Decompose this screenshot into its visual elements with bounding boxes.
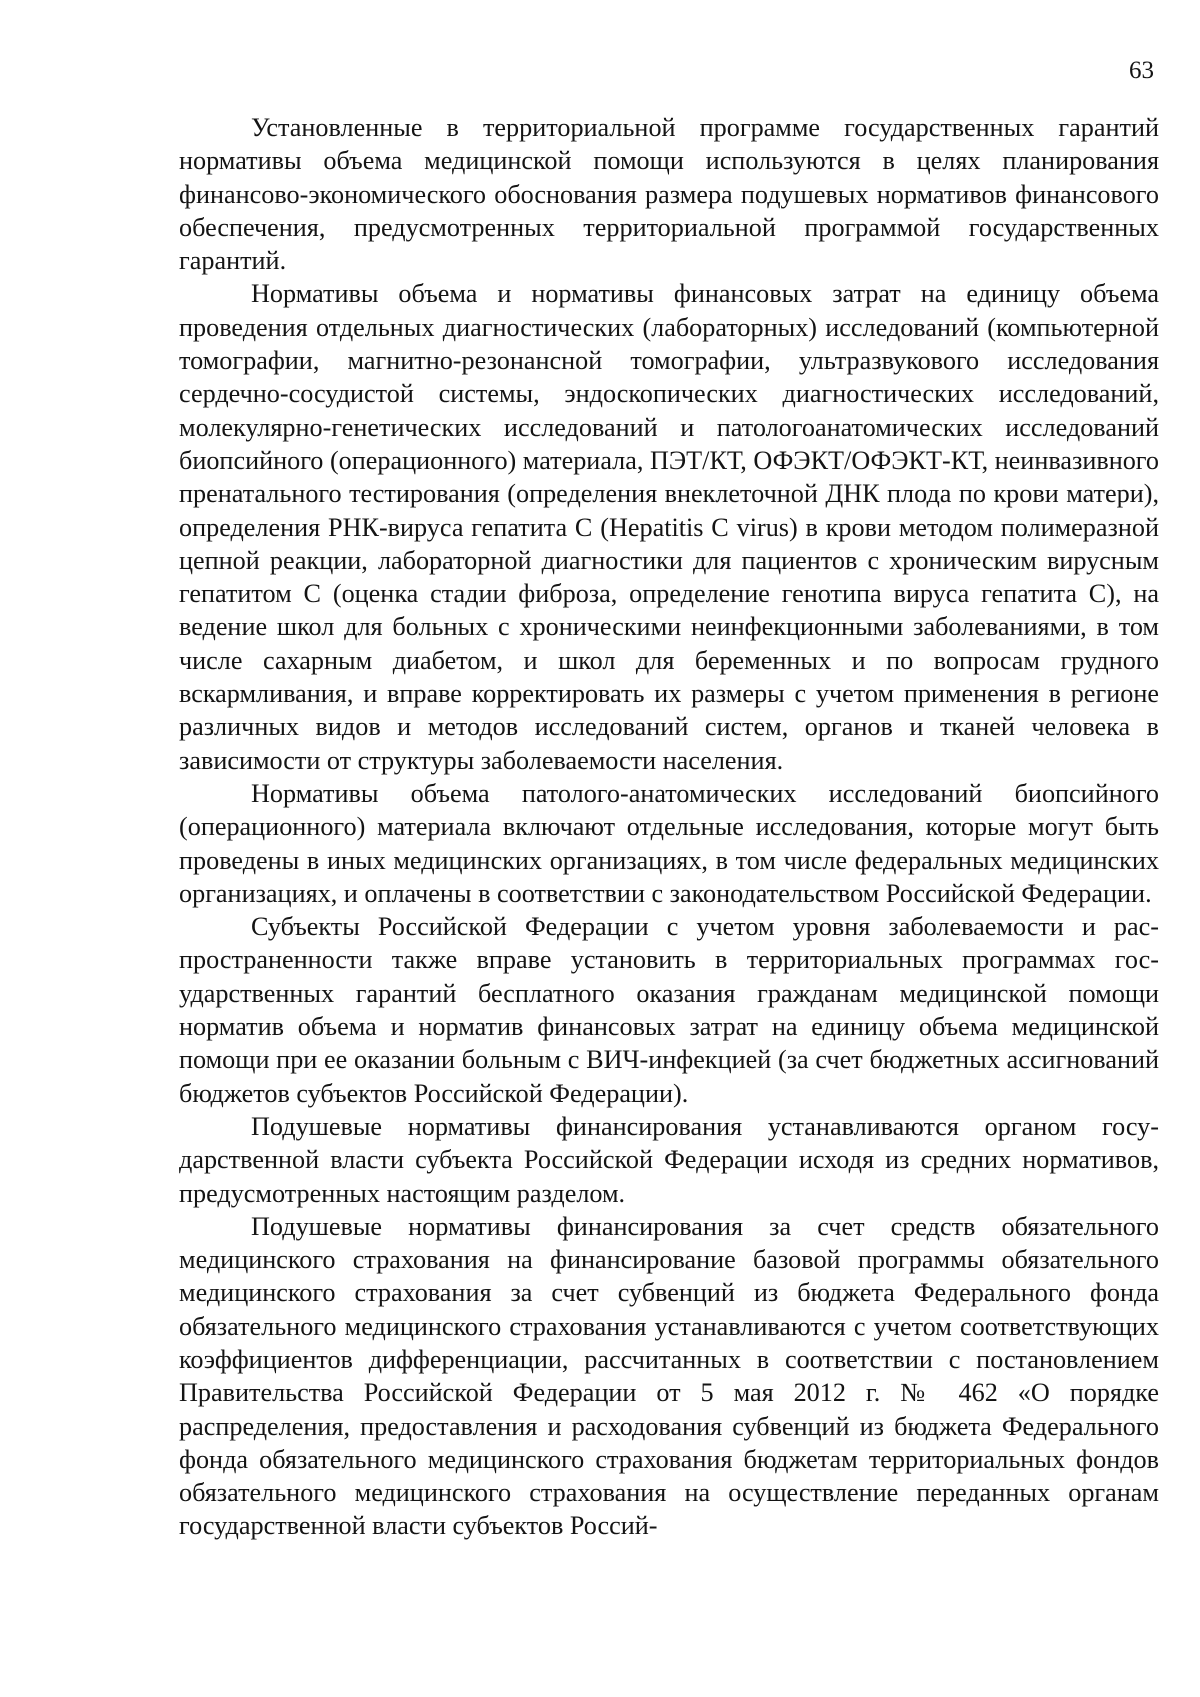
page-number: 63: [1129, 57, 1154, 84]
paragraph-1: Установленные в территориальной программе государственных гарантий нормативы объема медицинской помощи используются в целях планирования финансово-экономического обоснования размера подушевых нормативов финансового обеспечения, предусмотренных территориальной программой государственных гарантий.: [179, 113, 1159, 276]
paragraph-2: Нормативы объема и нормативы финансовых затрат на единицу объема проведения отдельных диагностических (лабораторных) исследований (компьютерной томографии, магнитно-резонансной томографии, ультразвукового исследования сердечно-сосудистой системы, эндоскопических диагностических исследований, молекулярно-генетических исследований и патологоанатомических исследований биопсийного (операционного) материала, ПЭТ/КТ, ОФЭКТ/ОФЭКТ-КТ, неинвазивного пренатального тестирования (определения внеклеточной ДНК плода по крови матери), определения РНК-вируса гепатита С (Hepatitis С virus) в крови методом полимеразной цепной реакции, лабораторной диагностики для пациентов с хроническим вирусным гепатитом С (оценка стадии фиброза, определение генотипа вируса гепатита С), на ведение школ для больных с хроническими неинфекционными заболеваниями, в том числе сахарным диабетом, и школ для беременных и по вопросам грудного вскармливания, и вправе корректировать их размеры с учетом применения в регионе различных видов и методов исследований систем, органов и тканей человека в зависимости от структуры заболеваемости населения.: [179, 279, 1159, 775]
document-body: [179, 111, 1159, 1543]
paragraph-4: Субъекты Российской Федерации с учетом уровня заболеваемости и распространенности также вправе установить в территориальных программах государственных гарантий бесплатного оказания гражданам медицинской помощи норматив объема и норматив финансовых затрат на единицу объема медицинской помощи при ее оказании больным с ВИЧ-инфекцией (за счет бюджетных ассигнований бюджетов субъектов Российской Федерации).: [179, 912, 1159, 1108]
paragraph-6: Подушевые нормативы финансирования за счет средств обязательного медицинского страхования на финансирование базовой программы обязательного медицинского страхования за счет субвенций из бюджета Федерального фонда обязательного медицинского страхования устанавливаются с учетом соответствующих коэффициентов дифференциации, рассчитанных в соответствии с постановлением Правительства Российской Федерации от 5 мая 2012 г. № 462 «О порядке распределения, предоставления и расходования субвенций из бюджета Федерального фонда обязательного медицинского страхования бюджетам территориальных фондов обязательного медицинского страхования на осуществление переданных органам государственной власти субъектов Россий-: [179, 1211, 1159, 1541]
paragraph-5: Подушевые нормативы финансирования устанавливаются органом государственной власти субъекта Российской Федерации исходя из средних нормативов, предусмотренных настоящим разделом.: [179, 1111, 1159, 1208]
paragraph-3: Нормативы объема патолого-анатомических исследований биопсийного (операционного) материала включают отдельные исследования, которые могут быть проведены в иных медицинских организациях, в том числе федеральных медицинских организациях, и оплачены в соответствии с законодательством Российской Федерации.: [179, 778, 1159, 908]
